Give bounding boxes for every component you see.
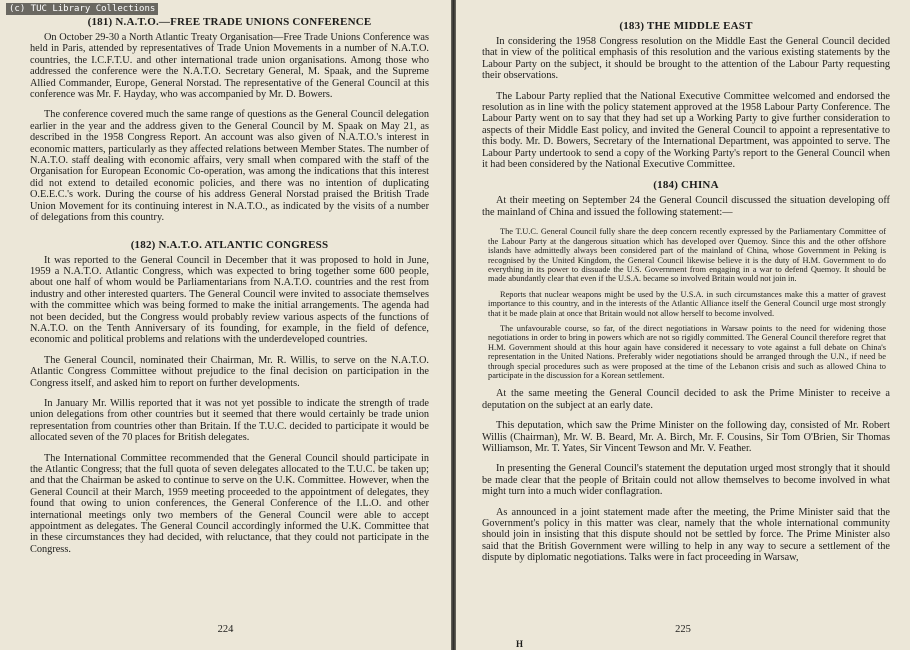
section-182-paragraph: It was reported to the General Council in December that it was proposed to hold in June, 1959 a N.A.T.O. Atlantic Congress, which was expected to bring together some 600 people, about one half of whom would be Parliamentarians from N.A.T.O. countries and the rest from industry and other interested quarters. The General Council were invited to associate themselves with the committee which was being formed to make the initial arrangements. The agenda had not been decided, but the Congress would probably review various aspects of the functions of N.A.T.O. on the Tenth Anniversary of its founding, for example, in the field of defence, economic and political problems and relations with the underdeveloped countries. [30,254,429,346]
section-184-intro: At their meeting on September 24 the General Council discussed the situation developing off the mainland of China and issued the following statement:— [482,195,890,218]
statement-paragraph: Reports that nuclear weapons might be used by the U.S.A. in such circumstances make this a matter of gravest importance to this country, and in the interests of the Atlantic Alliance itself the General Council urge most strongly that it be made plain at once that Britain would not allow herself to become involved. [488,289,886,318]
section-183-heading: (183) THE MIDDLE EAST [619,20,753,32]
section-183-paragraph: In considering the 1958 Congress resolution on the Middle East the General Council decided that in view of the political emphasis of this resolution and the various existing statements by the Labour Party on the subject, it should be brought to the attention of the Labour Party requesting their observations. [482,36,890,82]
page-number-left: 224 [217,624,234,635]
section-181-paragraph: On October 29-30 a North Atlantic Treaty Organisation—Free Trade Unions Conference was held in Paris, attended by representatives of Trade Union Movements in a number of N.A.T.O. countries, the I.C.F.T.U. and other international trade union organisations. Among those who addressed the conference were the N.A.T.O. Secretary General, M. Spaak, and the Supreme Allied Commander, Europe, General Norstad. The representative of the General Council at this conference was Mr. F. Hayday, who was accompanied by Mr. D. Bowers. [30,32,429,101]
section-181-paragraph: The conference covered much the same range of questions as the General Council delegation earlier in the year and the address given to the General Council by M. Spaak on May 21, as described in the 1958 Congress Report. An account was also given of N.A.T.O.'s interest in economic matters, particularly as they affected relations between Member States. The number of N.A.T.O. staff dealing with economic affairs, very small when compared with the staff of the Organisation for European Economic Co-operation, was among the indications that this interest did not extend to detailed economic policies, and there was no intention of duplicating O.E.E.C.'s work. During the course of his address General Norstad praised the British Trade Union Movement for its continuing interest in N.A.T.O., as indicated by the visits of a number of delegations from this country. [30,109,429,224]
section-181-heading: (181) N.A.T.O.—FREE TRADE UNIONS CONFERENCE [87,16,372,28]
section-182-heading: (182) N.A.T.O. ATLANTIC CONGRESS [130,238,329,251]
section-184-paragraph: In presenting the General Council's statement the deputation urged most strongly that it should be made clear that the people of Britain could not allow themselves to become involved in what might turn into a much wider conflagration. [482,463,890,498]
section-182-paragraph: The General Council, nominated their Chairman, Mr. R. Willis, to serve on the N.A.T.O. Atlantic Congress Committee without prejudice to the final decision on participation in the Congress itself, and asked him to report on further developments. [30,354,429,389]
statement-paragraph: The unfavourable course, so far, of the direct negotiations in Warsaw points to the need for widening those negotiations in order to bring in powers which are not so rigidly committed. The General Council therefore regret that H.M. Government should at this hour again have considered it necessary to vote against a full debate on China's representation in the United Nations. Preferably wider negotiations should be arranged through the U.N., if need be through special procedures such as were proposed at the time of the Lebanon crisis and such as allowed China to participate in the discussion for a Korean settlement. [488,323,886,380]
signature-mark: H [516,639,524,649]
section-184-paragraph: At the same meeting the General Council decided to ask the Prime Minister to receive a deputation on the subject at an early date. [482,388,890,411]
left-page [0,0,451,650]
section-182-paragraph: In January Mr. Willis reported that it was not yet possible to indicate the strength of trade union delegations from other countries but it seemed that there would certainly be trade union representation from countries other than Britain. If the T.U.C. decided to participate it would be allocated seven of the 70 places for British delegates. [30,397,429,444]
section-183-paragraph: The Labour Party replied that the National Executive Committee welcomed and endorsed the resolution as in line with the policy statement approved at the 1958 Labour Party Conference. The Labour Party went on to say that they had set up a Working Party to give further consideration to aspects of their Middle East policy, and invited the General Council to appoint a representative to this body. Mr. D. Bowers, Secretary of the International Department, was appointed to serve. The Labour Party undertook to send a copy of the Working Party's report to the General Council when it had been considered by the National Executive Committee. [482,90,890,171]
section-184-paragraph: This deputation, which saw the Prime Minister on the following day, consisted of Mr. Robert Willis (Chairman), Mr. W. B. Beard, Mr. A. Birch, Mr. F. Cousins, Sir Tom O'Brien, Sir Thomas Williamson, Mr. T. Yates, Sir Vincent Tewson and Mr. V. Feather. [482,420,890,454]
right-page [456,0,910,650]
section-182-paragraph: The International Committee recommended that the General Council should participate in the Atlantic Congress; that the full quota of seven delegates allocated to the T.U.C. be taken up; and that the Chairman be asked to continue to serve on the U.K. Committee. However, when the General Council at their March, 1959 meeting proceeded to the appointment of delegates, they found that owing to union conferences, the General Conference of the I.L.O. and other international meetings only two members of the General Council were able to accept appointment as delegates. The General Council accordingly informed the U.K. Committee that in these circumstances they had decided, with reluctance, that they could not participate in the Congress. [30,452,429,555]
watermark: (c) TUC Library Collections [6,3,158,15]
statement-paragraph: The T.U.C. General Council fully share the deep concern recently expressed by the Parliamentary Committee of the Labour Party at the dangerous situation which has developed over Quemoy. Since this and the other offshore islands have admittedly always been considered part of the mainland of China, whose Government in Peking is recognised by the United Kingdom, the General Council likewise believe it is the duty of H.M. Government to do everything in its power to dissuade the U.S. Government from engaging in a war to defend Quemoy. It should be made abundantly clear that even if the U.S.A. became so involved Britain would not join in. [488,227,886,284]
section-184-heading: (184) CHINA [653,179,719,192]
tuc-statement-quote [488,227,886,380]
page-number-right: 225 [675,624,691,635]
section-184-paragraph: As announced in a joint statement made after the meeting, the Prime Minister said that the Government's policy in this matter was clear, namely that the whole international community should join in insisting that this dispute should not be settled by force. The Prime Minister also said that the British Government were willing to help in any way to secure a settlement of the dispute by diplomatic negotiations. Talks were in fact proceeding in Warsaw, [482,506,890,564]
